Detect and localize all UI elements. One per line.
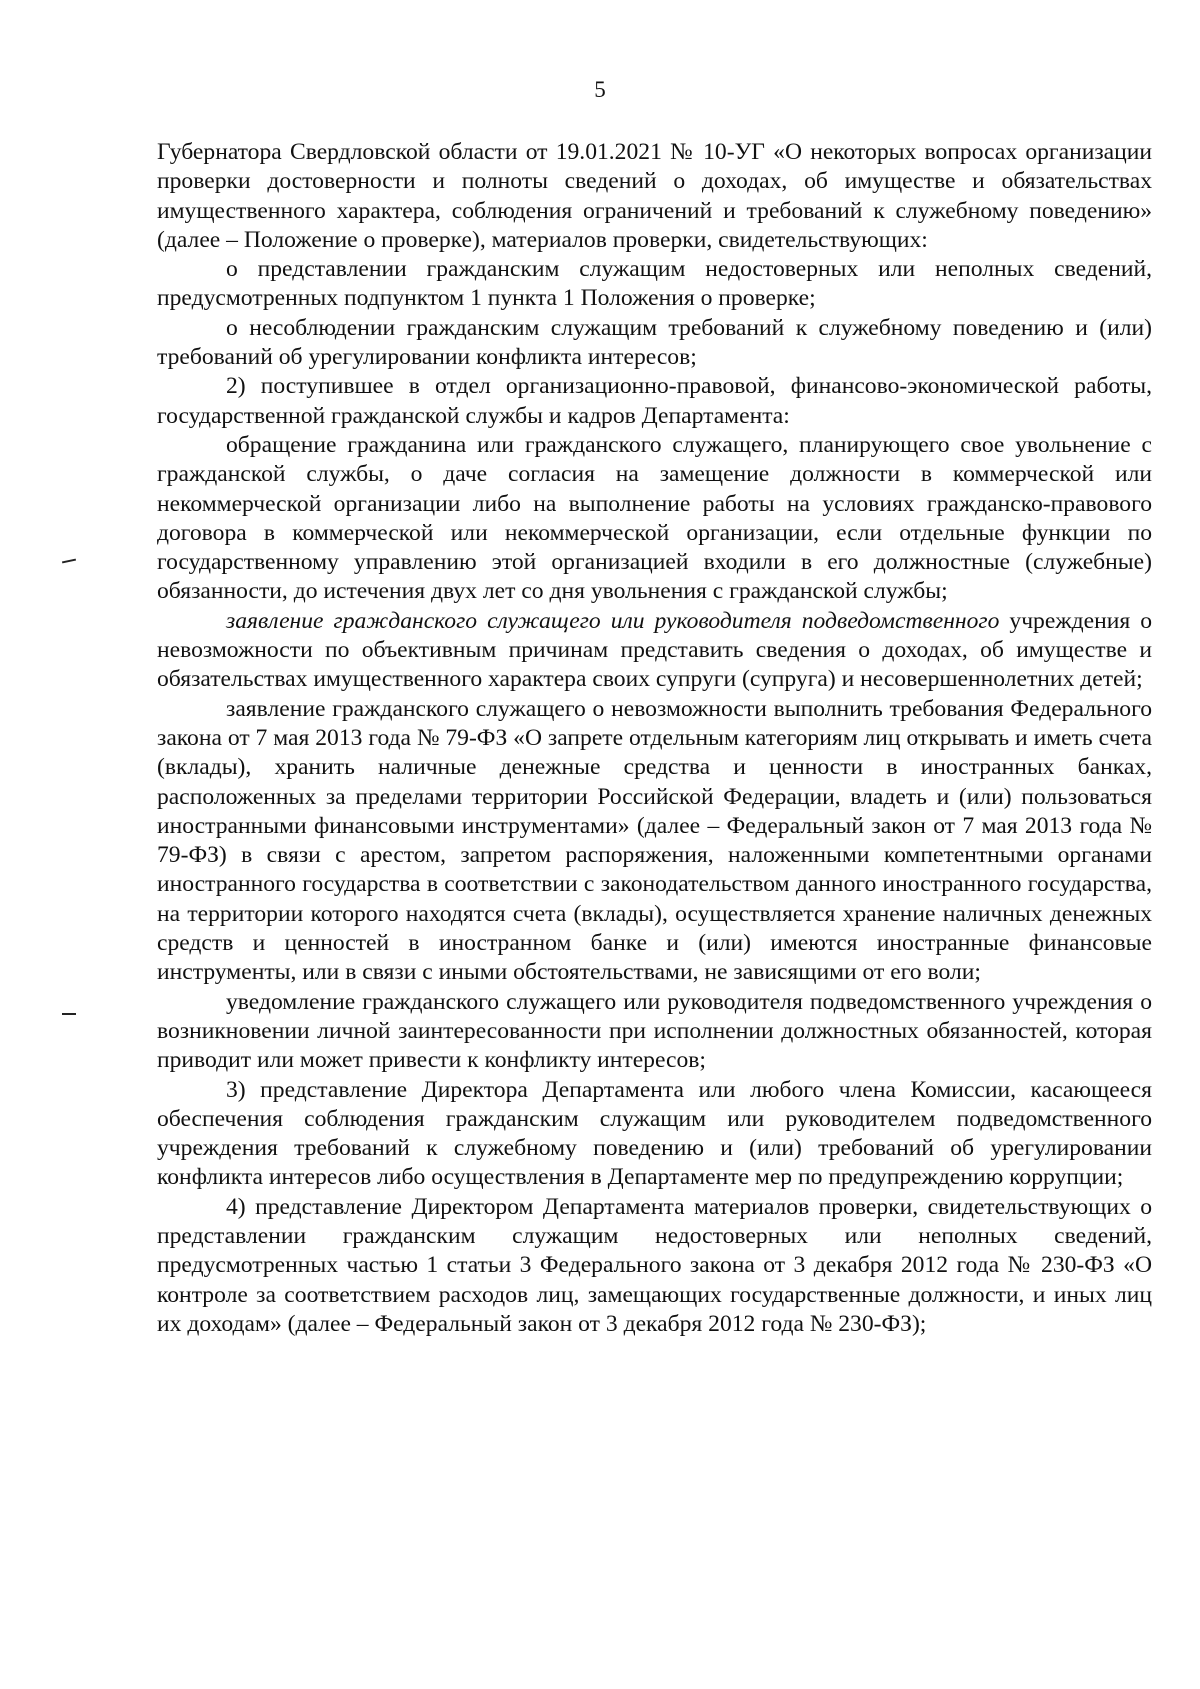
- page-number: 5: [594, 77, 606, 102]
- paragraph-text: учреждения о невозможности по объективным причинам представить сведения о доходах, об имуществе и обязательствах имущественного характера своих супруги (супруга) и несовершеннолетних детей;: [157, 607, 1152, 693]
- margin-mark: [62, 1013, 76, 1015]
- paragraph-continuation: Губернатора Свердловской области от 19.01.2021 № 10-УГ «О некоторых вопросах организации проверки достоверности и полноты сведений о доходах, об имуществе и обязательствах имущественного характера, соблюдения ограничений и требований к служебному поведению» (далее – Положение о проверке), материалов проверки, свидетельствующих:: [157, 139, 1152, 253]
- paragraph: [157, 607, 1152, 695]
- paragraph: о несоблюдении гражданским служащим требований к служебному поведению и (или) требований об урегулировании конфликта интересов;: [157, 314, 1152, 371]
- paragraph: о представлении гражданским служащим недостоверных или неполных сведений, предусмотренных подпунктом 1 пункта 1 Положения о проверке;: [157, 256, 1152, 312]
- paragraph-item-2: 2) поступившее в отдел организационно-правовой, финансово-экономической работы, государственной гражданской службы и кадров Департамента:: [157, 373, 1152, 429]
- document-body: [157, 138, 1152, 1339]
- paragraph-item-3: 3) представление Директора Департамента или любого члена Комиссии, касающееся обеспечения соблюдения гражданским служащим или руководителем подведомственного учреждения требований к служебному поведению и (или) требований об урегулировании конфликта интересов либо осуществления в Департаменте мер по предупреждению коррупции;: [157, 1076, 1152, 1191]
- paragraph: обращение гражданина или гражданского служащего, планирующего свое увольнение с гражданской службы, о даче согласия на замещение должности в коммерческой или некоммерческой организации либо на выполнение работы на условиях гражданско-правового договора в коммерческой или некоммерческой организации, если отдельные функции по государственному управлению этой организацией входили в его должностные (служебные) обязанности, до истечения двух лет со дня увольнения с гражданской службы;: [157, 431, 1152, 605]
- paragraph-item-4: 4) представление Директором Департамента материалов проверки, свидетельствующих о представлении гражданским служащим недостоверных или неполных сведений, предусмотренных частью 1 статьи 3 Федерального закона от 3 декабря 2012 года № 230-ФЗ «О контроле за соответствием расходов лиц, замещающих государственные должности, и иных лиц их доходам» (далее – Федеральный закон от 3 декабря 2012 года № 230-ФЗ);: [157, 1193, 1152, 1337]
- margin-mark: [62, 559, 76, 564]
- paragraph: заявление гражданского служащего о невозможности выполнить требования Федерального закона от 7 мая 2013 года № 79-ФЗ «О запрете отдельным категориям лиц открывать и иметь счета (вклады), хранить наличные денежные средства и ценности в иностранных банках, расположенных за пределами территории Российской Федерации, владеть и (или) пользоваться иностранными финансовыми инструментами» (далее – Федеральный закон от 7 мая 2013 года № 79-ФЗ) в связи с арестом, запретом распоряжения, наложенными компетентными органами иностранного государства в соответствии с законодательством данного иностранного государства, на территории которого находятся счета (вклады), осуществляется хранение наличных денежных средств и ценностей в иностранном банке и (или) имеются иностранные финансовые инструменты, или в связи с иными обстоятельствами, не зависящими от его воли;: [157, 695, 1152, 986]
- italic-lead-text: заявление гражданского служащего или руководителя подведомственного: [226, 607, 1000, 634]
- paragraph: уведомление гражданского служащего или руководителя подведомственного учреждения о возникновении личной заинтересованности при исполнении должностных обязанностей, которая приводит или может привести к конфликту интересов;: [157, 988, 1152, 1074]
